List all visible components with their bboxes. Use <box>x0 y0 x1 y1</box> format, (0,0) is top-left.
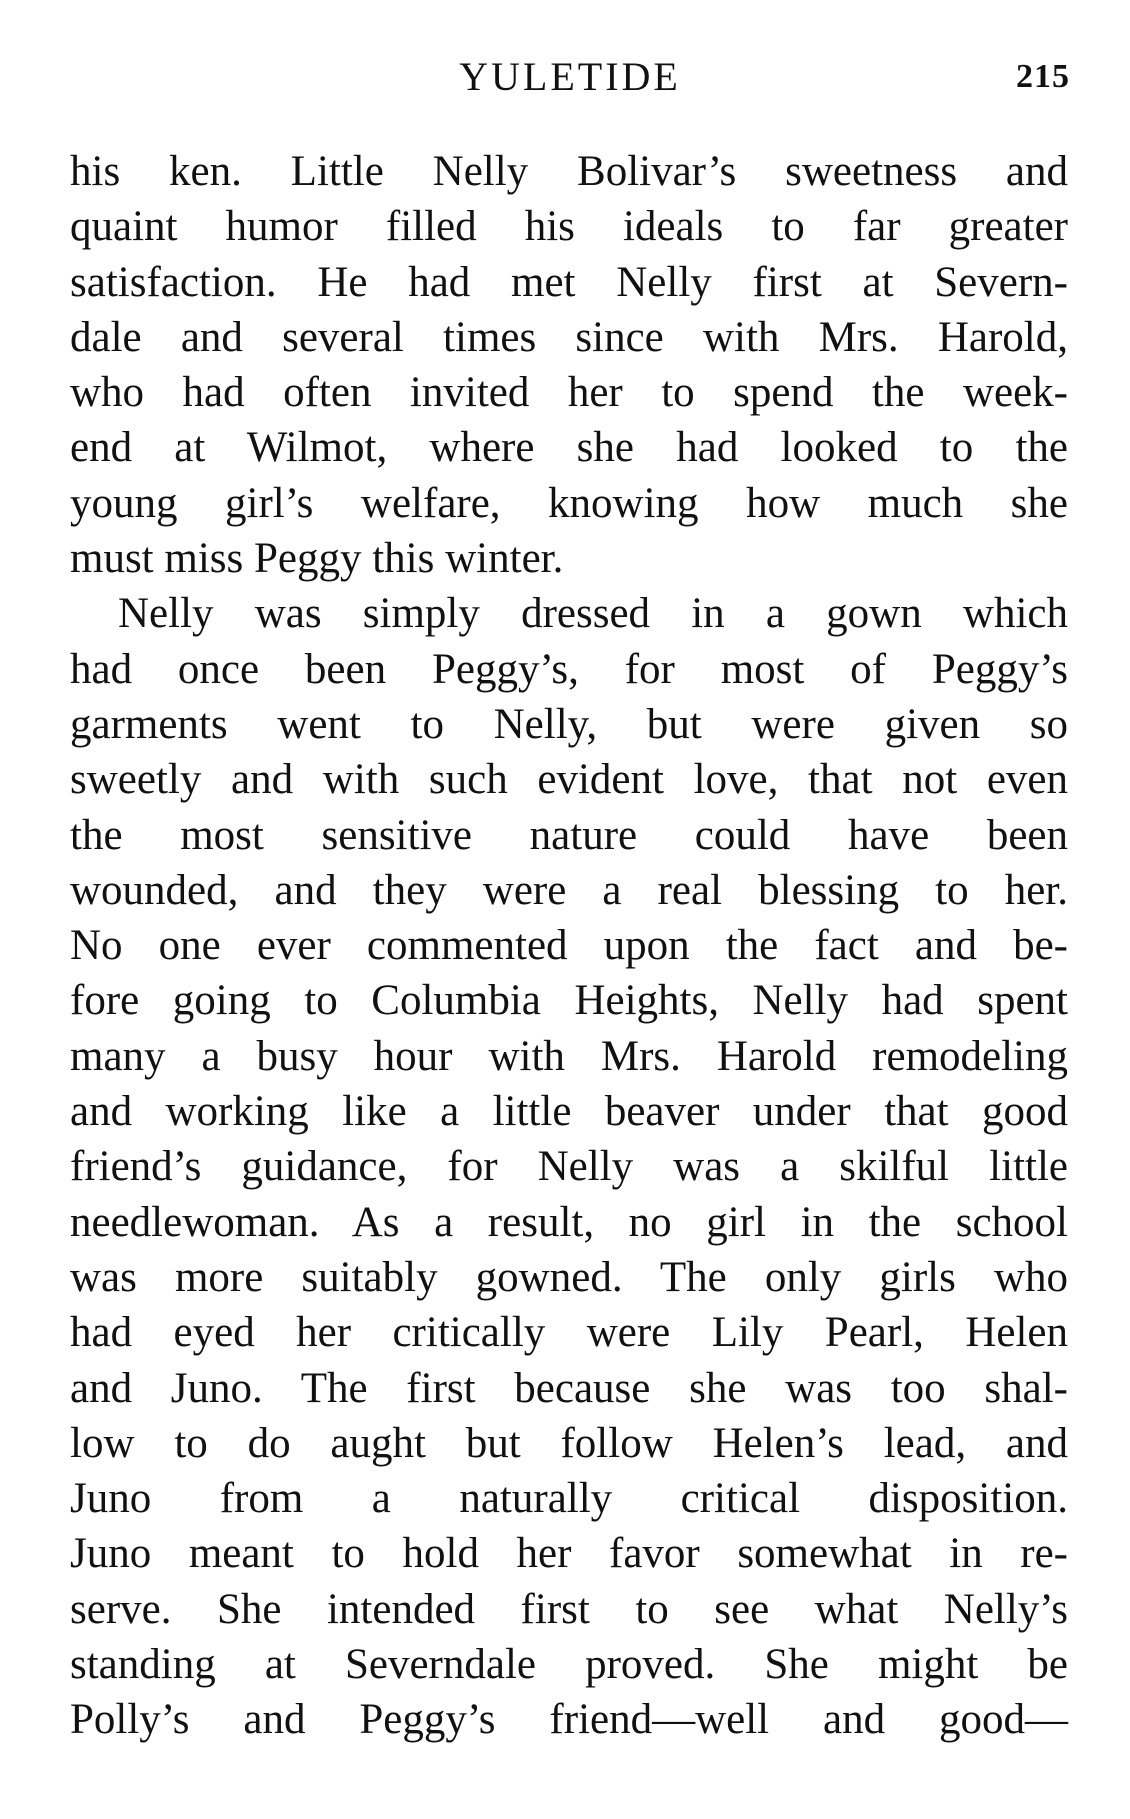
text-line: sweetly and with such evident love, that not even <box>70 756 1068 804</box>
text-line: low to do aught but follow Helen’s lead, and <box>70 1419 1068 1467</box>
text-line: garments went to Nelly, but were given so <box>70 700 1068 748</box>
text-line: No one ever commented upon the fact and be- <box>70 922 1068 970</box>
text-line: many a busy hour with Mrs. Harold remodeling <box>70 1032 1068 1080</box>
text-line: serve. She intended first to see what Nelly’s <box>70 1585 1068 1633</box>
text-line: friend’s guidance, for Nelly was a skilful little <box>70 1143 1068 1191</box>
text-line: wounded, and they were a real blessing to her. <box>70 866 1068 914</box>
body-text <box>70 144 1068 1748</box>
text-line: standing at Severndale proved. She might be <box>70 1641 1068 1689</box>
text-line: had eyed her critically were Lily Pearl, Helen <box>70 1309 1068 1357</box>
text-line: had once been Peggy’s, for most of Peggy’s <box>70 645 1068 693</box>
text-line: his ken. Little Nelly Bolivar’s sweetness and <box>70 148 1068 195</box>
running-head <box>70 52 1070 102</box>
text-line: must miss Peggy this winter. <box>70 535 564 583</box>
text-line: Polly’s and Peggy’s friend—well and good— <box>70 1696 1068 1744</box>
text-line: Nelly was simply dressed in a gown which <box>118 590 1068 638</box>
text-line: who had often invited her to spend the week- <box>70 369 1068 417</box>
text-line: Juno from a naturally critical disposition. <box>70 1475 1068 1523</box>
text-line: and working like a little beaver under that good <box>70 1088 1068 1136</box>
text-line: was more suitably gowned. The only girls who <box>70 1253 1068 1301</box>
text-line: quaint humor filled his ideals to far greater <box>70 203 1068 251</box>
text-line: needlewoman. As a result, no girl in the school <box>70 1198 1068 1246</box>
text-line: dale and several times since with Mrs. Harold, <box>70 313 1068 361</box>
text-line: fore going to Columbia Heights, Nelly had spent <box>70 977 1068 1025</box>
text-line: end at Wilmot, where she had looked to the <box>70 424 1068 472</box>
page-number: 215 <box>1016 58 1070 95</box>
text-line: and Juno. The first because she was too shal- <box>70 1364 1068 1412</box>
text-line: satisfaction. He had met Nelly first at Severn- <box>70 258 1068 306</box>
running-title: YULETIDE <box>459 54 681 99</box>
text-line: the most sensitive nature could have been <box>70 811 1068 859</box>
text-line: young girl’s welfare, knowing how much she <box>70 479 1068 527</box>
text-line: Juno meant to hold her favor somewhat in re- <box>70 1530 1068 1578</box>
